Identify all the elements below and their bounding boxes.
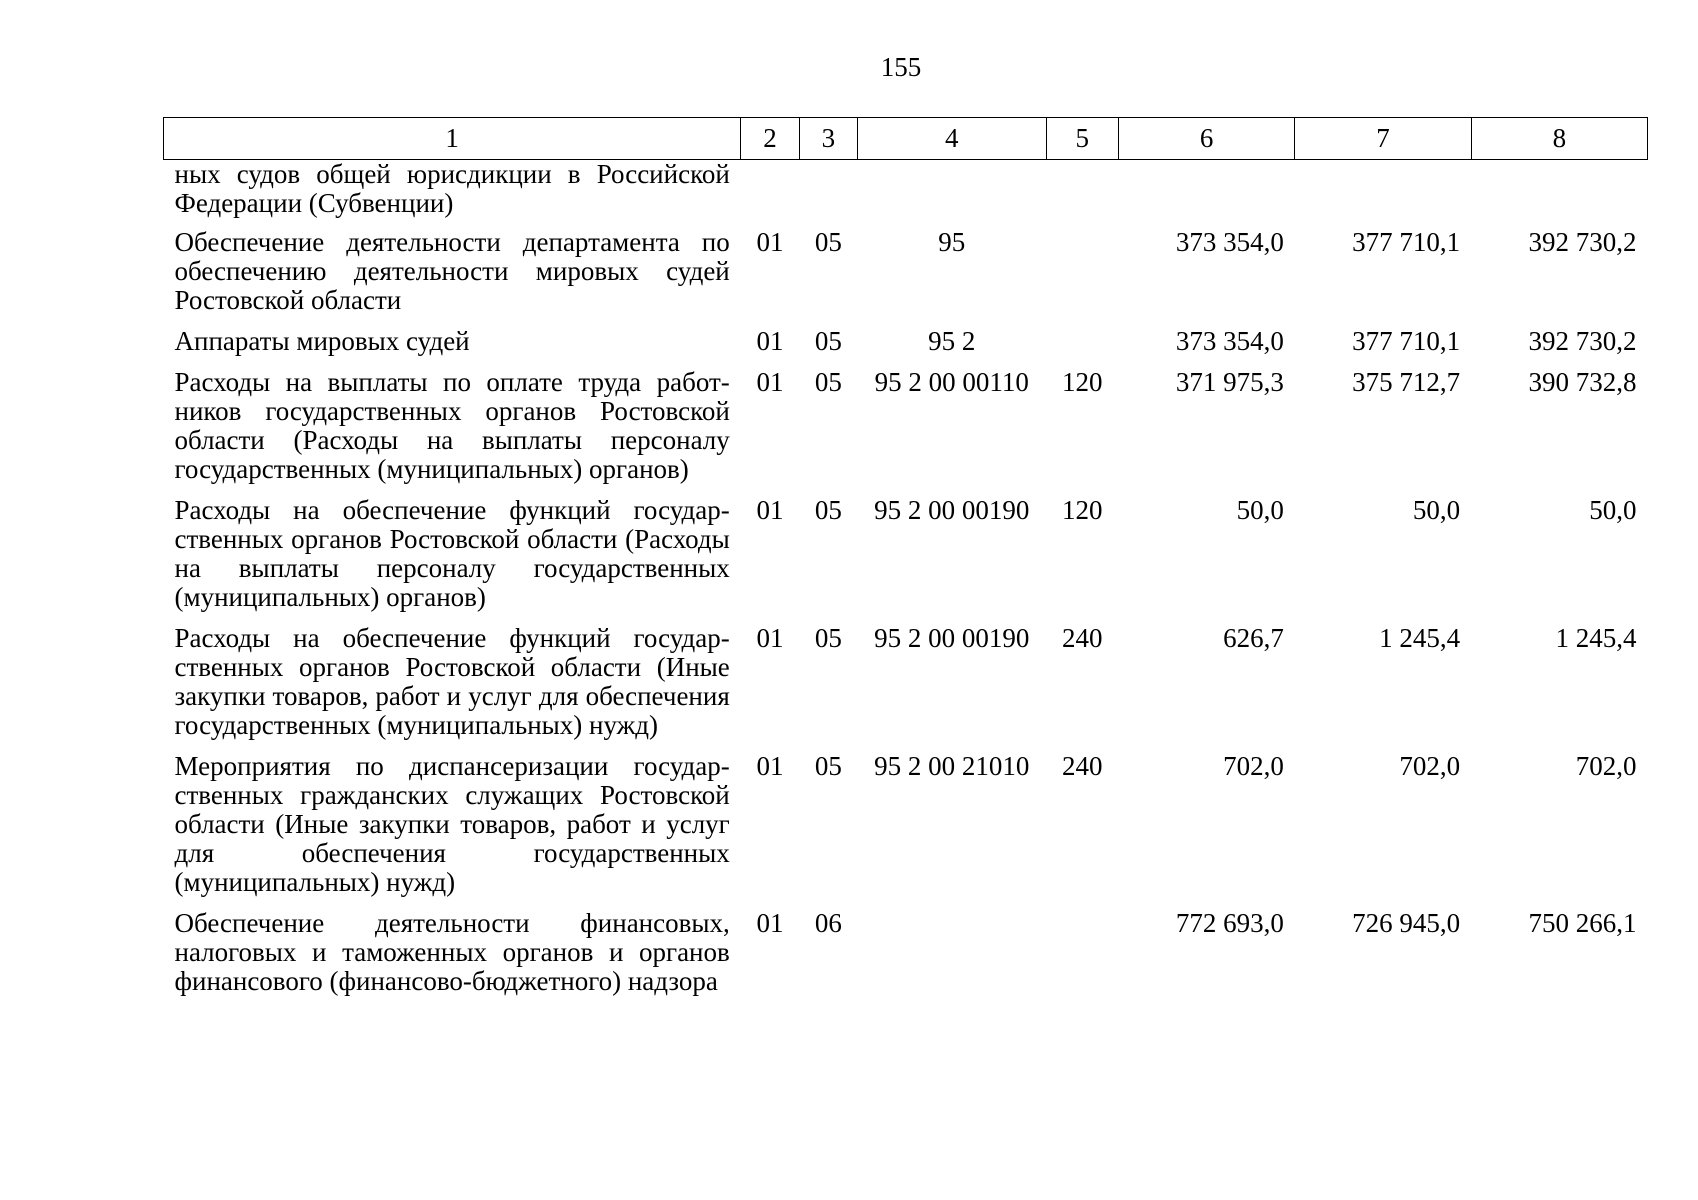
row-amount-1: 50,0	[1236, 495, 1284, 525]
row-amount-1	[1119, 160, 1295, 229]
row-amount-2: 377 710,1	[1352, 326, 1461, 356]
row-subsection: 05	[814, 623, 842, 653]
table-row	[164, 368, 1648, 496]
row-subsection: 05	[814, 751, 842, 781]
row-amount-2: 726 945,0	[1352, 908, 1461, 938]
row-name: Мероприятия по диспансеризации государственных гражданских служащих Ростовской области (Иные закупки товаров, работ и услуг для обеспечения государственных (муниципальных) нужд)	[174, 751, 730, 897]
row-amount-3: 390 732,8	[1528, 367, 1637, 397]
table-row	[164, 624, 1648, 752]
row-target-article	[858, 909, 1046, 1008]
row-target-article: 95 2 00 00190	[874, 495, 1030, 525]
row-name: Расходы на выплаты по оплате труда работников государственных органов Ростовской области (Расходы на выплаты персоналу государственных (муниципальных) органов)	[174, 367, 730, 484]
header-cell: 8	[1471, 118, 1647, 160]
row-expense-type: 120	[1062, 367, 1103, 397]
row-amount-2: 1 245,4	[1379, 623, 1461, 653]
table-header	[164, 118, 1648, 160]
row-subsection: 05	[814, 326, 842, 356]
row-subsection: 05	[814, 227, 842, 257]
page-number: 155	[880, 52, 922, 82]
row-amount-3: 392 730,2	[1528, 227, 1637, 257]
row-target-article: 95 2 00 00110	[874, 367, 1029, 397]
row-amount-3: 750 266,1	[1528, 908, 1637, 938]
header-cell: 2	[741, 118, 799, 160]
row-section: 01	[756, 908, 784, 938]
row-amount-2: 375 712,7	[1352, 367, 1461, 397]
header-cell: 4	[858, 118, 1046, 160]
row-subsection: 05	[814, 495, 842, 525]
row-target-article	[858, 160, 1046, 229]
row-section: 01	[756, 227, 784, 257]
row-expense-type: 240	[1062, 751, 1103, 781]
header-cell: 7	[1295, 118, 1471, 160]
row-amount-1: 373 354,0	[1175, 326, 1284, 356]
header-cell: 3	[799, 118, 857, 160]
row-amount-1: 371 975,3	[1175, 367, 1284, 397]
header-cell: 5	[1046, 118, 1119, 160]
row-section: 01	[756, 751, 784, 781]
table-row	[164, 228, 1648, 327]
row-target-article: 95 2 00 00190	[874, 623, 1030, 653]
table-body	[164, 160, 1648, 1009]
row-amount-1: 373 354,0	[1175, 227, 1284, 257]
row-amount-1: 702,0	[1223, 751, 1284, 781]
row-name: Аппараты мировых судей	[174, 326, 470, 356]
row-subsection: 06	[814, 908, 842, 938]
row-expense-type	[1046, 160, 1119, 229]
row-expense-type: 120	[1062, 495, 1103, 525]
row-amount-1: 626,7	[1223, 623, 1284, 653]
row-target-article: 95 2 00 21010	[874, 751, 1030, 781]
row-amount-3: 702,0	[1575, 751, 1637, 781]
row-name: Обеспечение деятельности финансовых, налоговых и таможенных органов и органов финансового (финансово-бюджетного) надзора	[174, 908, 730, 996]
row-expense-type: 240	[1062, 623, 1103, 653]
table-row	[164, 160, 1648, 229]
row-amount-2: 702,0	[1399, 751, 1461, 781]
row-amount-2	[1295, 160, 1471, 229]
table-row	[164, 327, 1648, 368]
row-section: 01	[756, 367, 784, 397]
budget-table	[163, 117, 1648, 1008]
row-section	[741, 160, 799, 229]
row-amount-3: 1 245,4	[1555, 623, 1637, 653]
table-row	[164, 752, 1648, 909]
header-cell: 1	[164, 118, 741, 160]
table-row	[164, 496, 1648, 624]
row-target-article: 95 2	[928, 326, 976, 356]
row-name: Расходы на обеспечение функций государственных органов Ростовской области (Расходы на выплаты персоналу государственных (муниципальных) органов)	[174, 495, 730, 612]
row-section: 01	[756, 623, 784, 653]
row-expense-type	[1046, 909, 1119, 1008]
row-section: 01	[756, 495, 784, 525]
header-cell: 6	[1119, 118, 1295, 160]
row-name: ных судов общей юрисдикции в Российской Федерации (Субвенции)	[174, 159, 730, 218]
row-amount-2: 50,0	[1412, 495, 1461, 525]
row-expense-type	[1046, 228, 1119, 327]
row-subsection: 05	[814, 367, 842, 397]
row-target-article: 95	[938, 227, 966, 257]
header-row	[164, 118, 1648, 160]
row-amount-3: 392 730,2	[1528, 326, 1637, 356]
row-subsection	[799, 160, 857, 229]
row-amount-1: 772 693,0	[1175, 908, 1284, 938]
row-amount-3: 50,0	[1589, 495, 1637, 525]
row-amount-2: 377 710,1	[1352, 227, 1461, 257]
row-section: 01	[756, 326, 784, 356]
table-row	[164, 909, 1648, 1008]
row-name: Обеспечение деятельности департамента по обеспечению деятельности мировых судей Ростовской области	[174, 227, 730, 315]
row-name: Расходы на обеспечение функций государственных органов Ростовской области (Иные закупки товаров, работ и услуг для обеспечения государственных (муниципальных) нужд)	[174, 623, 730, 740]
row-amount-3	[1471, 160, 1647, 229]
row-expense-type	[1046, 327, 1119, 368]
